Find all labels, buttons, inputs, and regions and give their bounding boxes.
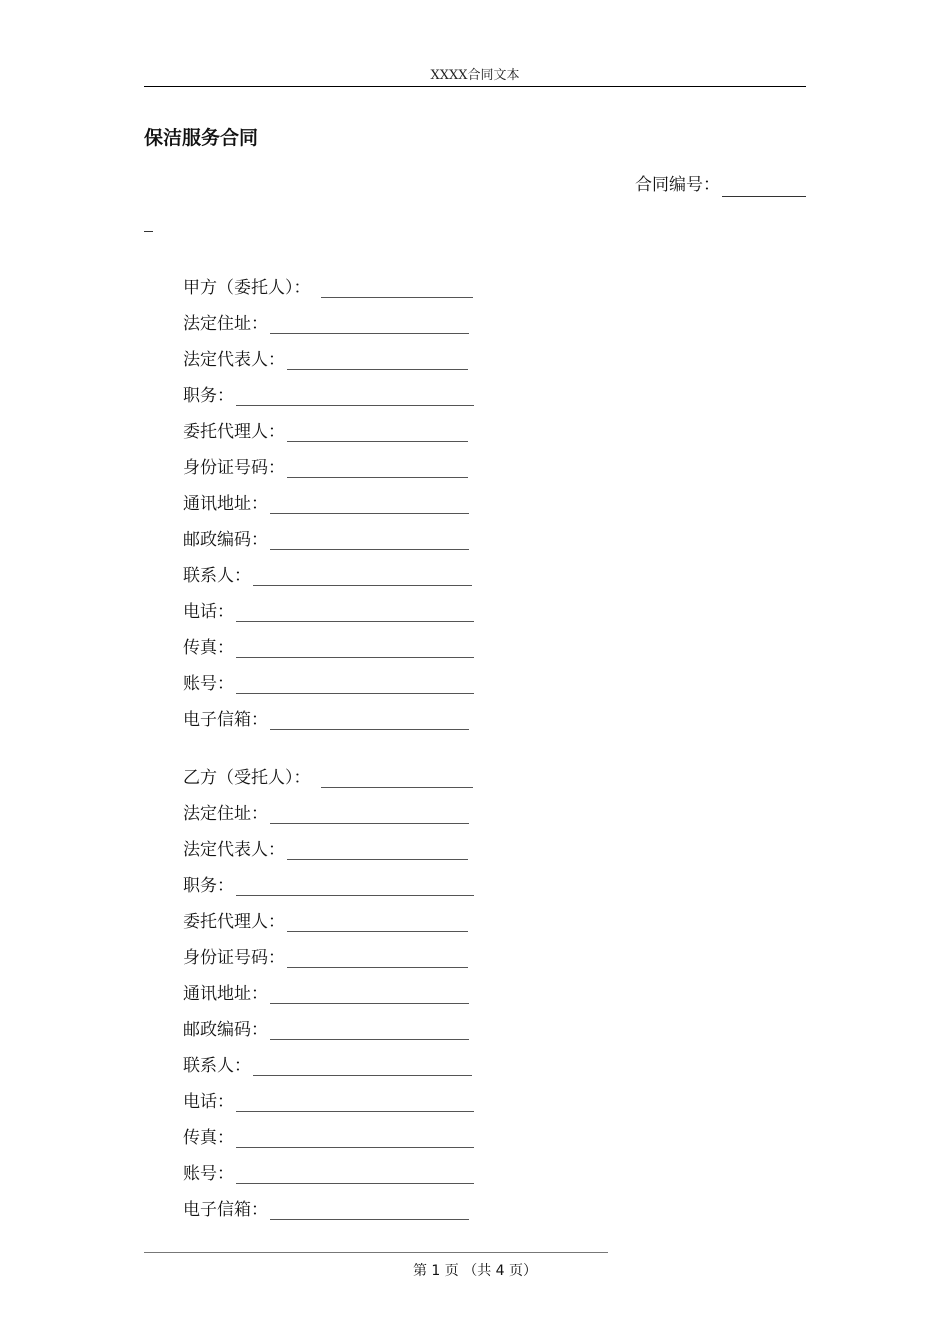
field-label: 联系人： — [183, 1056, 251, 1076]
contract-number-label: 合同编号： — [635, 175, 720, 195]
party-a-field — [183, 486, 474, 522]
field-blank — [287, 351, 468, 370]
party-a-field — [183, 450, 474, 486]
field-label: 法定代表人： — [183, 350, 285, 370]
party-b-heading: 乙方（受托人）： — [183, 768, 311, 788]
field-label: 传真： — [183, 638, 234, 658]
page-header: XXXX合同文本 — [430, 68, 520, 83]
field-blank — [287, 841, 468, 860]
party-a-field — [183, 522, 474, 558]
field-blank — [253, 1057, 472, 1076]
field-label: 联系人： — [183, 566, 251, 586]
party-a-field — [183, 630, 474, 666]
party-a-field — [183, 342, 474, 378]
field-label: 电话： — [183, 1092, 234, 1112]
field-label: 邮政编码： — [183, 1020, 268, 1040]
field-blank — [270, 711, 469, 730]
party-b-field — [183, 1048, 474, 1084]
party-b-field — [183, 1012, 474, 1048]
field-blank — [287, 459, 468, 478]
field-label: 传真： — [183, 1128, 234, 1148]
field-blank — [236, 1093, 474, 1112]
field-blank — [287, 423, 468, 442]
party-b-field — [183, 796, 474, 832]
field-label: 电子信箱： — [183, 710, 268, 730]
party-a-field — [183, 306, 474, 342]
field-label: 职务： — [183, 876, 234, 896]
party-b-section — [183, 760, 474, 1228]
field-blank — [287, 949, 468, 968]
field-label: 账号： — [183, 674, 234, 694]
field-label: 通讯地址： — [183, 984, 268, 1004]
field-blank — [236, 639, 474, 658]
party-a-field — [183, 702, 474, 738]
party-b-name-blank — [321, 769, 473, 788]
party-a-name-blank — [321, 279, 473, 298]
field-blank — [253, 567, 472, 586]
party-a-heading-row — [183, 270, 474, 306]
field-label: 通讯地址： — [183, 494, 268, 514]
party-a-field — [183, 378, 474, 414]
party-a-field — [183, 414, 474, 450]
field-blank — [270, 985, 469, 1004]
page-number: 第 1 页 （共 4 页） — [412, 1263, 538, 1279]
party-b-field — [183, 976, 474, 1012]
field-label: 身份证号码： — [183, 458, 285, 478]
party-b-field — [183, 940, 474, 976]
party-b-field — [183, 1120, 474, 1156]
field-blank — [236, 877, 474, 896]
field-blank — [270, 531, 469, 550]
field-label: 委托代理人： — [183, 912, 285, 932]
field-blank — [270, 315, 469, 334]
contract-number — [635, 173, 806, 197]
field-blank — [270, 1021, 469, 1040]
party-a-field — [183, 666, 474, 702]
party-b-field — [183, 1192, 474, 1228]
party-b-field — [183, 904, 474, 940]
party-a-section — [183, 270, 474, 738]
field-blank — [236, 675, 474, 694]
party-b-field — [183, 1084, 474, 1120]
party-a-heading: 甲方（委托人）： — [183, 278, 311, 298]
field-blank — [270, 495, 469, 514]
underline-continuation — [144, 231, 153, 232]
party-b-field — [183, 832, 474, 868]
contract-number-blank — [722, 177, 806, 197]
field-label: 身份证号码： — [183, 948, 285, 968]
field-label: 职务： — [183, 386, 234, 406]
field-blank — [236, 387, 474, 406]
header-divider — [144, 86, 806, 87]
party-a-field — [183, 558, 474, 594]
document-title: 保洁服务合同 — [144, 127, 259, 149]
footer-divider — [144, 1252, 608, 1253]
field-label: 法定住址： — [183, 314, 268, 334]
field-label: 法定代表人： — [183, 840, 285, 860]
field-blank — [236, 1165, 474, 1184]
field-label: 电子信箱： — [183, 1200, 268, 1220]
field-blank — [236, 603, 474, 622]
field-blank — [270, 1201, 469, 1220]
field-label: 法定住址： — [183, 804, 268, 824]
field-blank — [270, 805, 469, 824]
field-label: 委托代理人： — [183, 422, 285, 442]
party-a-field — [183, 594, 474, 630]
field-label: 电话： — [183, 602, 234, 622]
field-blank — [287, 913, 468, 932]
field-label: 邮政编码： — [183, 530, 268, 550]
party-b-field — [183, 868, 474, 904]
party-b-field — [183, 1156, 474, 1192]
party-b-heading-row — [183, 760, 474, 796]
field-blank — [236, 1129, 474, 1148]
field-label: 账号： — [183, 1164, 234, 1184]
